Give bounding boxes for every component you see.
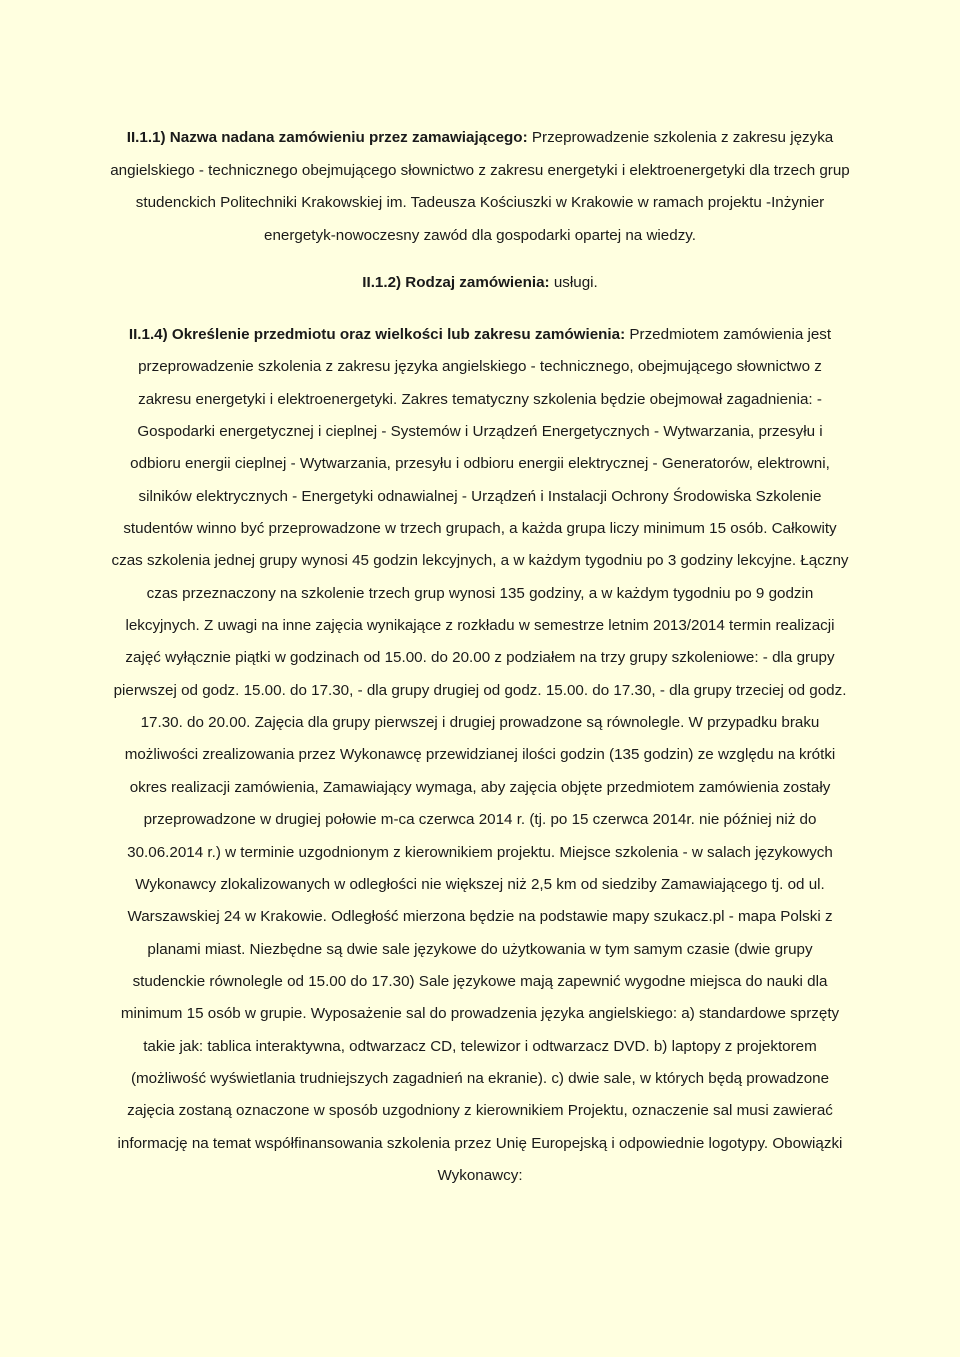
- section-heading: II.1.4) Określenie przedmiotu oraz wielkości lub zakresu zamówienia:: [128, 326, 626, 343]
- section-heading: II.1.2) Rodzaj zamówienia:: [362, 274, 550, 291]
- section-body: usługi.: [553, 274, 598, 291]
- section-body: Przedmiotem zamówienia jest przeprowadzenie szkolenia z zakresu języka angielskiego - technicznego, obejmującego słownictwo z zakresu energetyki i elektroenergetyki. Zakres tematyczny szkolenia będzie obejmował zagadnienia: - Gospodarki energetycznej i cieplnej - Systemów i Urządzeń Energetycznych - Wytwarzania, przesyłu i odbioru energii cieplnej - Wytwarzania, przesyłu i odbioru energii elektrycznej - Generatorów, elektrowni, silników elektrycznych - Energetyki odnawialnej - Urządzeń i Instalacji Ochrony Środowiska Szkolenie studentów winno być przeprowadzone w trzech grupach, a każda grupa liczy minimum 15 osób. Całkowity czas szkolenia jednej grupy wynosi 45 godzin lekcyjnych, a w każdym tygodniu po 3 godziny lekcyjne. Łączny czas przeznaczony na szkolenie trzech grup wynosi 135 godziny, a w każdym tygodniu po 9 godzin lekcyjnych. Z uwagi na inne zajęcia wynikające z rozkładu w semestrze letnim 2013/2014 termin realizacji zajęć wyłącznie piątki w godzinach od 15.00. do 20.00 z podziałem na trzy grupy szkoleniowe: - dla grupy pierwszej od godz. 15.00. do 17.30, - dla grupy drugiej od godz. 15.00. do 17.30, - dla grupy trzeciej od godz. 17.30. do 20.00. Zajęcia dla grupy pierwszej i drugiej prowadzone są równolegle. W przypadku braku możliwości zrealizowania przez Wykonawcę przewidzianej ilości godzin (135 godzin) ze względu na krótki okres realizacji zamówienia, Zamawiający wymaga, aby zajęcia objęte przedmiotem zamówienia zostały przeprowadzone w drugiej połowie m-ca czerwca 2014 r. (tj. po 15 czerwca 2014r. nie później niż do 30.06.2014 r.) w terminie uzgodnionym z kierownikiem projektu. Miejsce szkolenia - w salach językowych Wykonawcy zlokalizowanych w odległości nie większej niż 2,5 km od siedziby Zamawiającego tj. od ul. Warszawskiej 24 w Krakowie. Odległość mierzona będzie na podstawie mapy szukacz.pl - mapa Polski z planami miast. Niezbędne są dwie sale językowe do użytkowania w tym samym czasie (dwie grupy studenckie równolegle od 15.00 do 17.30) Sale językowe mają zapewnić wygodne miejsca do nauki dla minimum 15 osób w grupie. Wyposażenie sal do prowadzenia języka angielskiego: a) standardowe sprzęty takie jak: tablica interaktywna, odtwarzacz CD, telewizor i odtwarzacz DVD. b) laptopy z projektorem (możliwość wyświetlania trudniejszych zagadnień na ekranie). c) dwie sale, w których będą prowadzone zajęcia zostaną oznaczone w sposób uzgodniony z kierownikiem Projektu, oznaczenie sal musi zawierać informację na temat współfinansowania szkolenia przez Unię Europejską i odpowiednie logotypy. Obowiązki Wykonawcy:: [111, 326, 849, 1184]
- section-order-scope: [110, 319, 850, 1192]
- section-order-type: [110, 267, 850, 299]
- section-name-of-order: [110, 122, 850, 252]
- section-body: Przeprowadzenie szkolenia z zakresu języka angielskiego - technicznego obejmującego słownictwo z zakresu energetyki i elektroenergetyki dla trzech grup studenckich Politechniki Krakowskiej im. Tadeusza Kościuszki w Krakowie w ramach projektu -Inżynier energetyk-nowoczesny zawód dla gospodarki opartej na wiedzy.: [110, 129, 850, 244]
- section-heading: II.1.1) Nazwa nadana zamówieniu przez zamawiającego:: [126, 129, 528, 146]
